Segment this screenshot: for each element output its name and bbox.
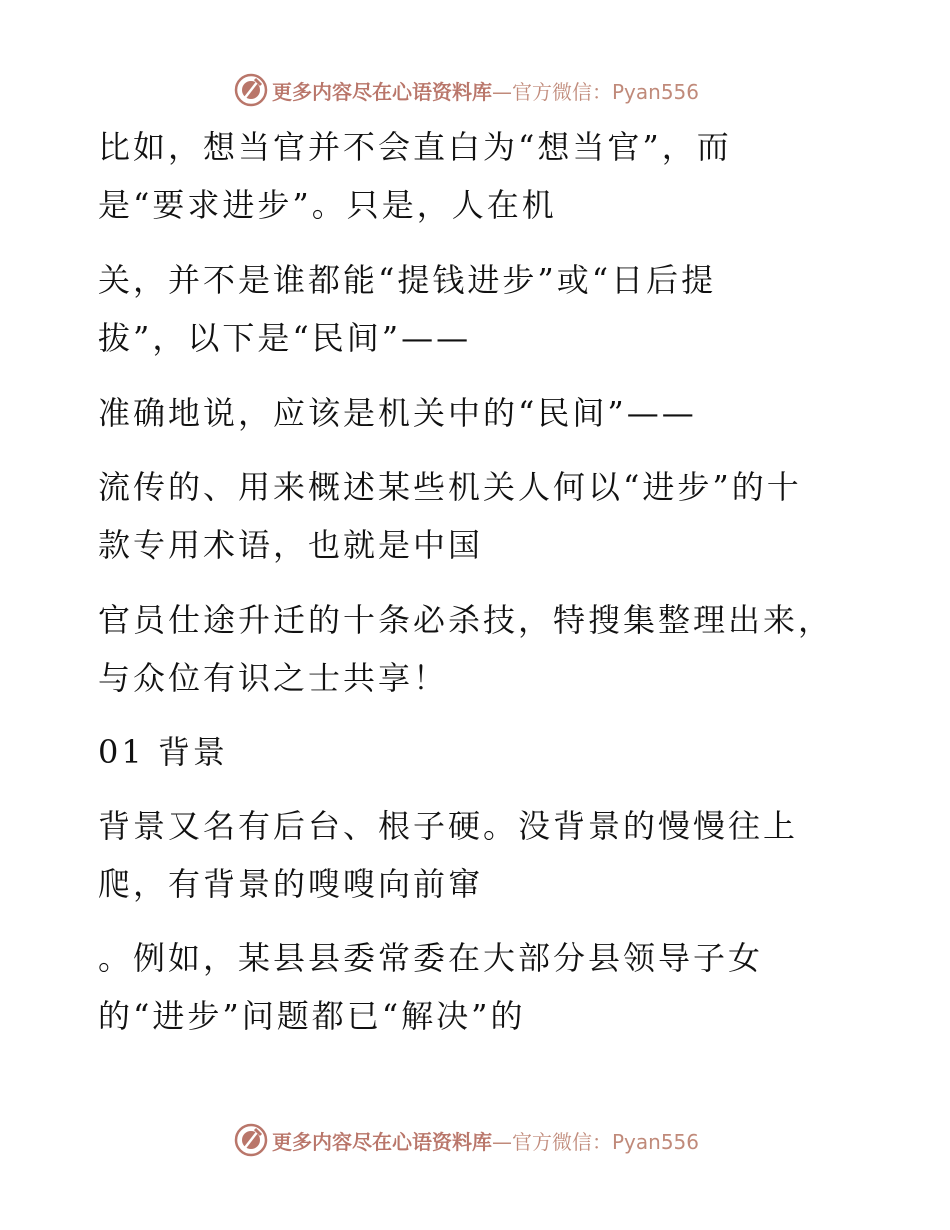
seal-logo-icon: [234, 1123, 268, 1157]
footer-watermark-text: [272, 1126, 699, 1155]
header-banner-id: Pyan556: [612, 79, 700, 104]
body-line-4: 拔”，以下是“民间”——: [98, 319, 472, 357]
header-banner-official: 官方微信：: [512, 79, 612, 104]
body-line-14: 的“进步”问题都已“解决”的: [98, 997, 526, 1035]
body-line-1: 比如，想当官并不会直白为“想当官”，而: [98, 128, 732, 166]
footer-banner-id: Pyan556: [612, 1129, 700, 1154]
body-line-8: 官员仕途升迁的十条必杀技，特搜集整理出来，: [98, 601, 834, 639]
body-line-11: 背景又名有后台、根子硬。没背景的慢慢往上: [98, 807, 799, 845]
body-line-6: 流传的、用来概述某些机关人何以“进步”的十: [98, 468, 802, 506]
header-banner-dash: —: [492, 79, 512, 104]
body-line-3: 关，并不是谁都能“提钱进步”或“日后提: [98, 261, 717, 299]
footer-banner-dash: —: [492, 1129, 512, 1154]
footer-watermark: [234, 1120, 699, 1160]
footer-banner-main: 更多内容尽在心语资料库: [272, 1129, 492, 1154]
footer-banner-official: 官方微信：: [512, 1129, 612, 1154]
body-line-9: 与众位有识之士共享！: [98, 659, 449, 697]
body-line-2: 是“要求进步”。只是，人在机: [98, 186, 557, 224]
body-line-7: 款专用术语，也就是中国: [98, 526, 484, 564]
header-banner-main: 更多内容尽在心语资料库: [272, 79, 492, 104]
body-line-5: 准确地说，应该是机关中的“民间”——: [98, 394, 697, 432]
section-heading-01: 01 背景: [98, 733, 228, 771]
body-line-12: 爬，有背景的嗖嗖向前窜: [98, 865, 484, 903]
body-line-13: 。例如，某县县委常委在大部分县领导子女: [98, 939, 764, 977]
